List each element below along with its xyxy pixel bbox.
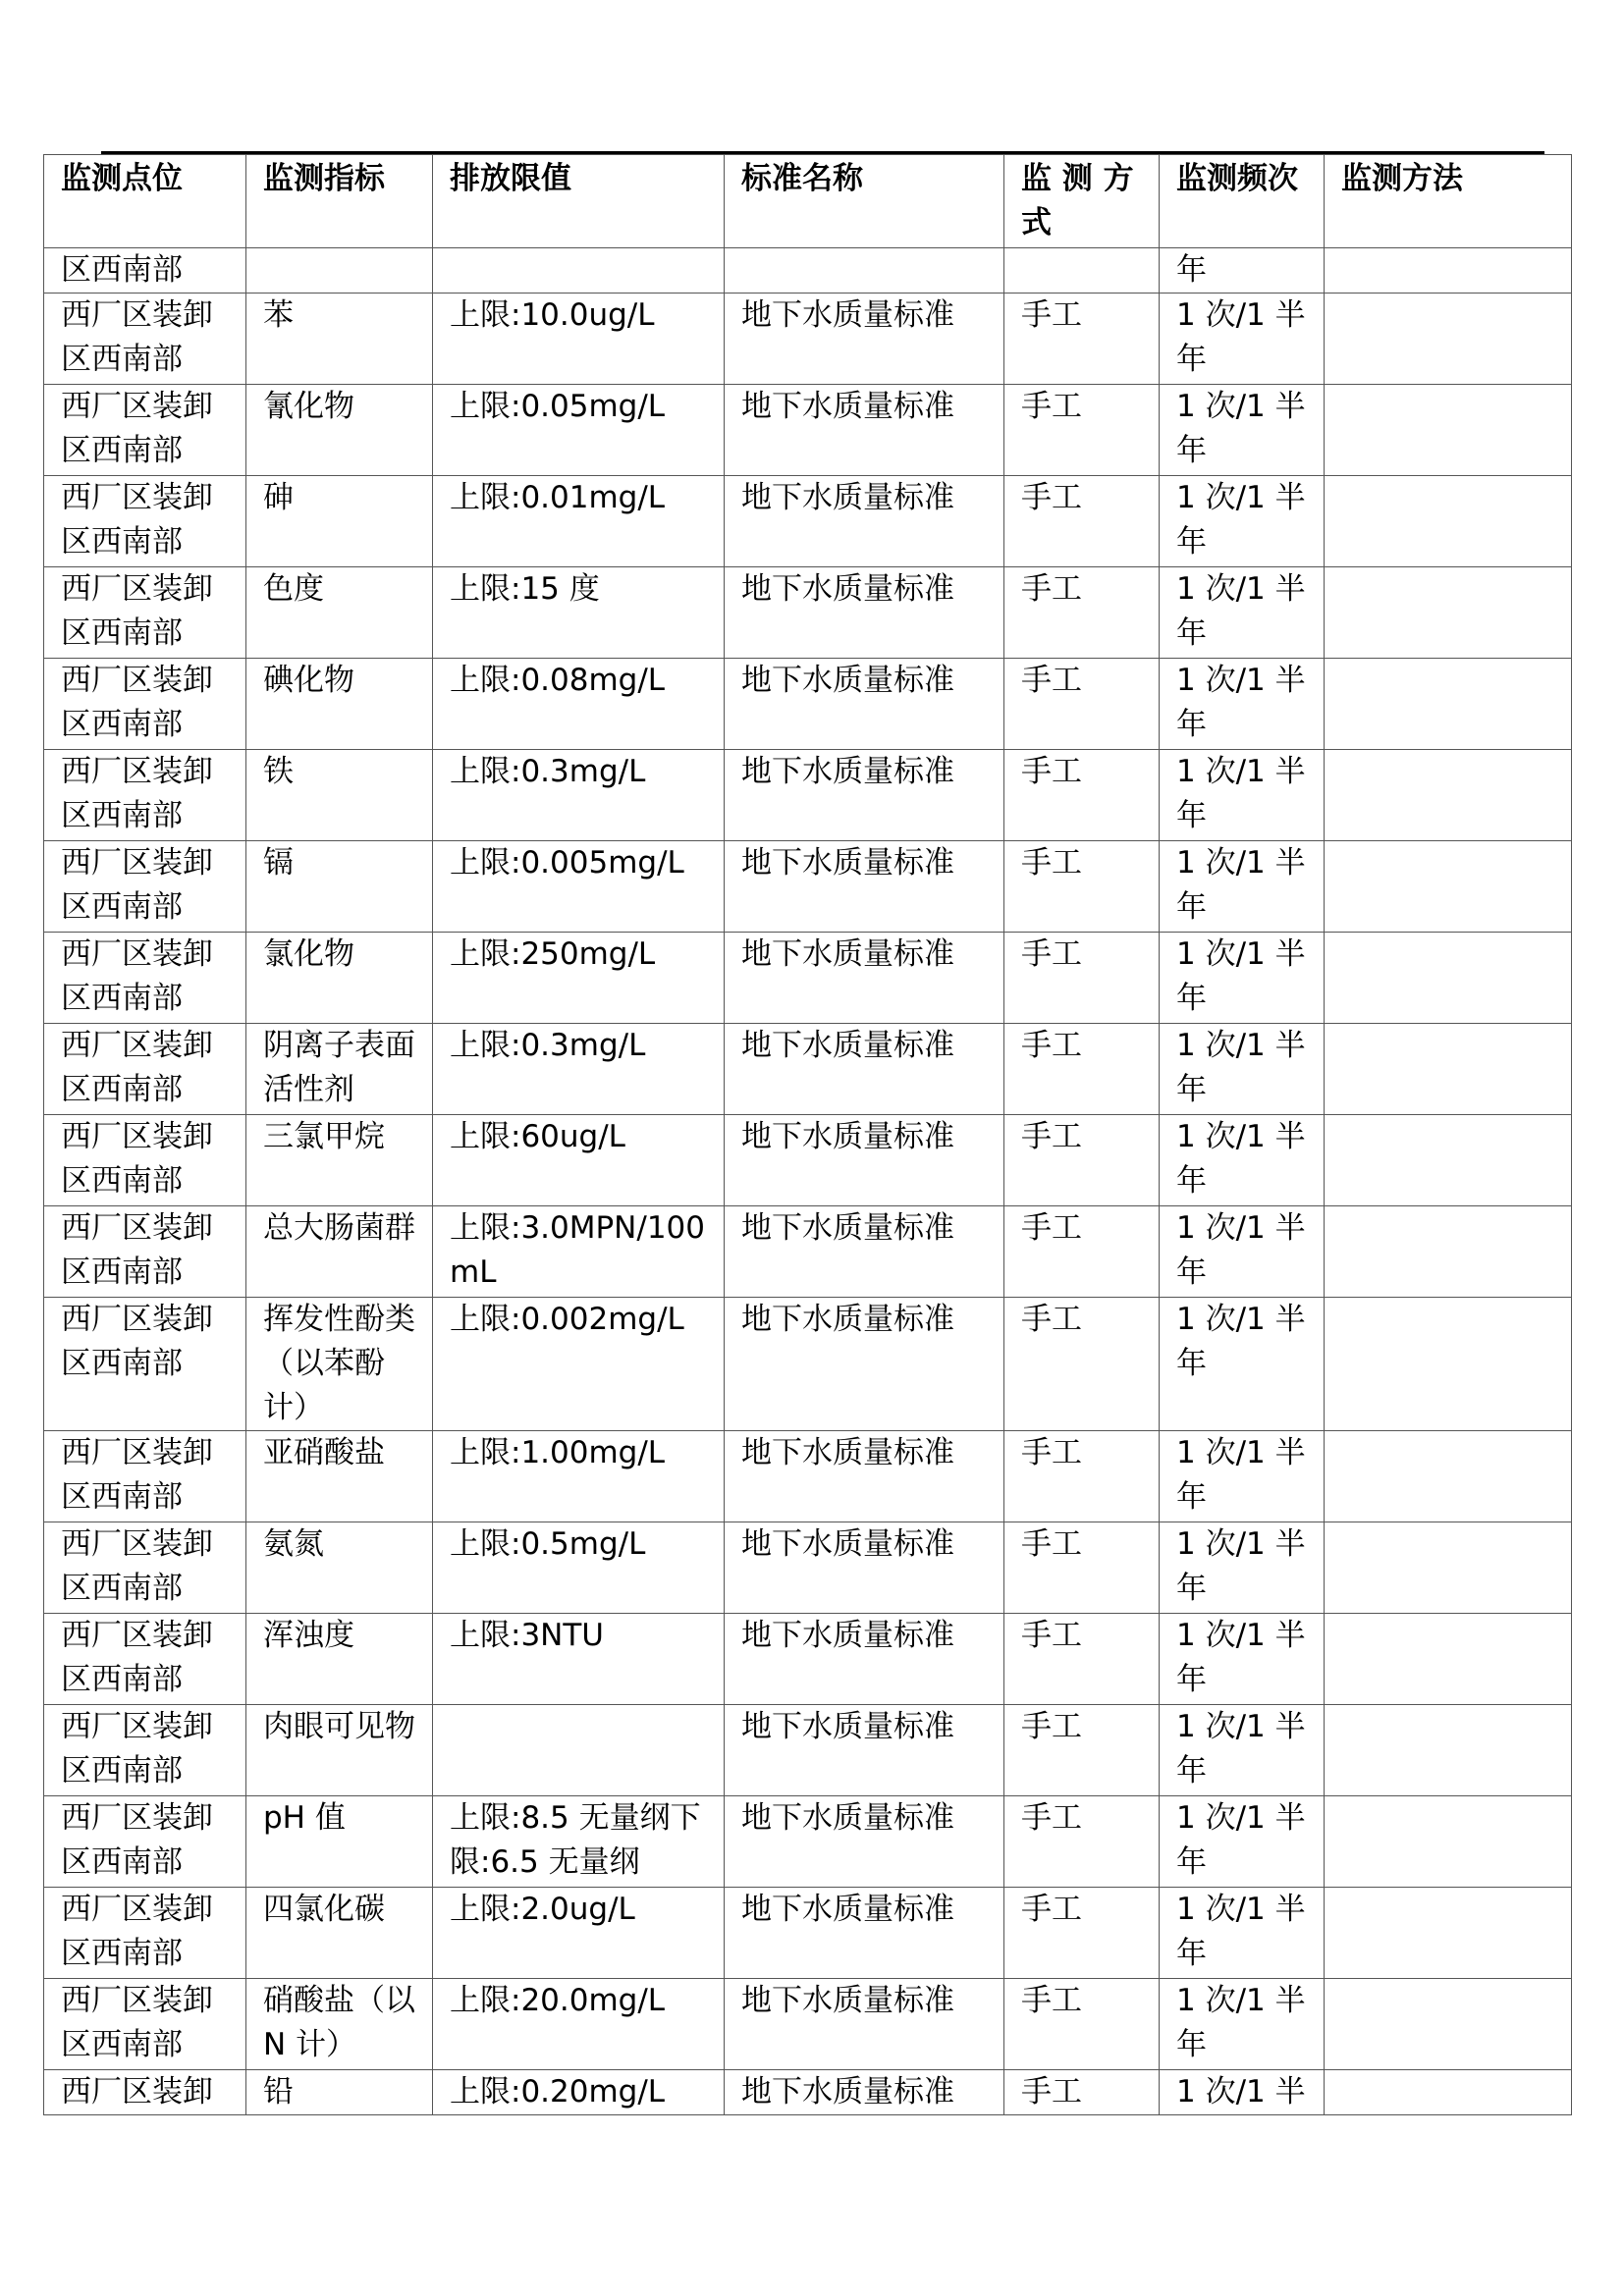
cell-analysis-method — [1325, 659, 1572, 750]
cell-indicator: 氨氮 — [246, 1522, 433, 1614]
cell-point: 西厂区装卸区西南部 — [44, 1024, 246, 1115]
cell-analysis-method — [1325, 1522, 1572, 1614]
cell-method-type: 手工 — [1004, 841, 1160, 933]
cell-frequency: 1 次/1 半年 — [1160, 933, 1325, 1024]
cell-limit: 上限:250mg/L — [433, 933, 725, 1024]
cell-frequency: 1 次/1 半年 — [1160, 294, 1325, 385]
cell-method-type: 手工 — [1004, 750, 1160, 841]
cell-frequency: 1 次/1 半年 — [1160, 1206, 1325, 1298]
cell-frequency: 1 次/1 半年 — [1160, 1431, 1325, 1522]
cell-analysis-method — [1325, 2070, 1572, 2115]
cell-indicator: 碘化物 — [246, 659, 433, 750]
cell-limit: 上限:10.0ug/L — [433, 294, 725, 385]
cell-analysis-method — [1325, 248, 1572, 294]
cell-indicator: 苯 — [246, 294, 433, 385]
cell-method-type: 手工 — [1004, 1796, 1160, 1888]
table-row — [44, 1115, 1572, 1206]
cell-point: 西厂区装卸区西南部 — [44, 1431, 246, 1522]
cell-standard: 地下水质量标准 — [725, 750, 1004, 841]
table-row — [44, 476, 1572, 567]
cell-limit — [433, 1705, 725, 1796]
cell-limit: 上限:15 度 — [433, 567, 725, 659]
header-method-type: 监 测 方 式 — [1004, 155, 1160, 248]
cell-standard: 地下水质量标准 — [725, 1888, 1004, 1979]
cell-standard: 地下水质量标准 — [725, 1614, 1004, 1705]
cell-frequency: 1 次/1 半年 — [1160, 750, 1325, 841]
cell-limit: 上限:0.005mg/L — [433, 841, 725, 933]
cell-frequency: 1 次/1 半年 — [1160, 1522, 1325, 1614]
cell-method-type: 手工 — [1004, 1024, 1160, 1115]
table-row — [44, 1431, 1572, 1522]
table-row — [44, 1705, 1572, 1796]
cell-analysis-method — [1325, 1115, 1572, 1206]
cell-indicator: 色度 — [246, 567, 433, 659]
cell-method-type: 手工 — [1004, 1298, 1160, 1431]
cell-analysis-method — [1325, 1796, 1572, 1888]
cell-standard: 地下水质量标准 — [725, 1115, 1004, 1206]
table-row — [44, 1614, 1572, 1705]
cell-point: 西厂区装卸区西南部 — [44, 1979, 246, 2070]
cell-point: 西厂区装卸区西南部 — [44, 1796, 246, 1888]
cell-method-type: 手工 — [1004, 659, 1160, 750]
cell-indicator: 铁 — [246, 750, 433, 841]
cell-point: 西厂区装卸区西南部 — [44, 1298, 246, 1431]
cell-frequency: 1 次/1 半年 — [1160, 1115, 1325, 1206]
cell-point: 西厂区装卸区西南部 — [44, 1705, 246, 1796]
table-row — [44, 1522, 1572, 1614]
cell-method-type: 手工 — [1004, 933, 1160, 1024]
cell-analysis-method — [1325, 933, 1572, 1024]
cell-frequency: 1 次/1 半年 — [1160, 1705, 1325, 1796]
cell-analysis-method — [1325, 841, 1572, 933]
cell-method-type: 手工 — [1004, 385, 1160, 476]
cell-standard: 地下水质量标准 — [725, 1979, 1004, 2070]
cell-point: 西厂区装卸区西南部 — [44, 1614, 246, 1705]
cell-point: 西厂区装卸区西南部 — [44, 1115, 246, 1206]
table-row — [44, 750, 1572, 841]
cell-standard: 地下水质量标准 — [725, 1431, 1004, 1522]
cell-indicator: 砷 — [246, 476, 433, 567]
cell-analysis-method — [1325, 1431, 1572, 1522]
cell-frequency: 1 次/1 半年 — [1160, 1614, 1325, 1705]
cell-analysis-method — [1325, 294, 1572, 385]
cell-standard: 地下水质量标准 — [725, 476, 1004, 567]
cell-analysis-method — [1325, 1298, 1572, 1431]
cell-indicator: 挥发性酚类（以苯酚计） — [246, 1298, 433, 1431]
cell-frequency: 1 次/1 半年 — [1160, 659, 1325, 750]
cell-limit: 上限:0.05mg/L — [433, 385, 725, 476]
cell-point: 西厂区装卸区西南部 — [44, 476, 246, 567]
cell-limit: 上限:0.20mg/L — [433, 2070, 725, 2115]
table-row — [44, 1024, 1572, 1115]
cell-analysis-method — [1325, 1206, 1572, 1298]
cell-limit: 上限:0.3mg/L — [433, 750, 725, 841]
cell-limit — [433, 248, 725, 294]
cell-standard: 地下水质量标准 — [725, 567, 1004, 659]
table-row — [44, 1888, 1572, 1979]
cell-point: 西厂区装卸区西南部 — [44, 1888, 246, 1979]
cell-method-type: 手工 — [1004, 476, 1160, 567]
cell-method-type: 手工 — [1004, 1979, 1160, 2070]
cell-frequency: 1 次/1 半年 — [1160, 567, 1325, 659]
cell-indicator: 三氯甲烷 — [246, 1115, 433, 1206]
cell-standard: 地下水质量标准 — [725, 1796, 1004, 1888]
cell-analysis-method — [1325, 567, 1572, 659]
cell-indicator: 浑浊度 — [246, 1614, 433, 1705]
header-indicator: 监测指标 — [246, 155, 433, 248]
cell-indicator: 阴离子表面活性剂 — [246, 1024, 433, 1115]
cell-standard: 地下水质量标准 — [725, 1206, 1004, 1298]
table-row — [44, 294, 1572, 385]
cell-indicator — [246, 248, 433, 294]
cell-frequency: 1 次/1 半年 — [1160, 1796, 1325, 1888]
table-row — [44, 1796, 1572, 1888]
cell-analysis-method — [1325, 385, 1572, 476]
cell-standard: 地下水质量标准 — [725, 1298, 1004, 1431]
cell-method-type: 手工 — [1004, 567, 1160, 659]
cell-frequency: 1 次/1 半年 — [1160, 841, 1325, 933]
cell-frequency: 年 — [1160, 248, 1325, 294]
cell-method-type: 手工 — [1004, 1522, 1160, 1614]
table-row — [44, 385, 1572, 476]
monitoring-table — [43, 154, 1572, 2115]
cell-frequency: 1 次/1 半年 — [1160, 476, 1325, 567]
cell-standard: 地下水质量标准 — [725, 2070, 1004, 2115]
cell-standard: 地下水质量标准 — [725, 1705, 1004, 1796]
cell-standard: 地下水质量标准 — [725, 385, 1004, 476]
cell-point: 区西南部 — [44, 248, 246, 294]
cell-point: 西厂区装卸区西南部 — [44, 933, 246, 1024]
header-monitoring-point: 监测点位 — [44, 155, 246, 248]
cell-limit: 上限:1.00mg/L — [433, 1431, 725, 1522]
cell-standard: 地下水质量标准 — [725, 933, 1004, 1024]
cell-standard — [725, 248, 1004, 294]
table-row-continued — [44, 248, 1572, 294]
cell-indicator: 镉 — [246, 841, 433, 933]
table-header-row — [44, 155, 1572, 248]
table-row — [44, 567, 1572, 659]
cell-limit: 上限:0.3mg/L — [433, 1024, 725, 1115]
cell-limit: 上限:0.002mg/L — [433, 1298, 725, 1431]
cell-standard: 地下水质量标准 — [725, 294, 1004, 385]
cell-indicator: 总大肠菌群 — [246, 1206, 433, 1298]
cell-point: 西厂区装卸区西南部 — [44, 659, 246, 750]
cell-frequency: 1 次/1 半年 — [1160, 1298, 1325, 1431]
table-row — [44, 1979, 1572, 2070]
cell-limit: 上限:20.0mg/L — [433, 1979, 725, 2070]
cell-limit: 上限:60ug/L — [433, 1115, 725, 1206]
cell-indicator: pH 值 — [246, 1796, 433, 1888]
cell-method-type: 手工 — [1004, 1206, 1160, 1298]
cell-standard: 地下水质量标准 — [725, 841, 1004, 933]
cell-standard: 地下水质量标准 — [725, 1522, 1004, 1614]
cell-method-type: 手工 — [1004, 1115, 1160, 1206]
cell-standard: 地下水质量标准 — [725, 659, 1004, 750]
cell-indicator: 亚硝酸盐 — [246, 1431, 433, 1522]
cell-method-type: 手工 — [1004, 2070, 1160, 2115]
cell-point: 西厂区装卸区西南部 — [44, 385, 246, 476]
cell-limit: 上限:8.5 无量纲下限:6.5 无量纲 — [433, 1796, 725, 1888]
cell-method-type: 手工 — [1004, 1614, 1160, 1705]
header-standard: 标准名称 — [725, 155, 1004, 248]
table-row — [44, 1206, 1572, 1298]
cell-point: 西厂区装卸区西南部 — [44, 1522, 246, 1614]
header-analysis-method: 监测方法 — [1325, 155, 1572, 248]
cell-indicator: 硝酸盐（以 N 计） — [246, 1979, 433, 2070]
cell-analysis-method — [1325, 1705, 1572, 1796]
cell-analysis-method — [1325, 1614, 1572, 1705]
table-row — [44, 659, 1572, 750]
cell-point: 西厂区装卸区西南部 — [44, 841, 246, 933]
cell-point: 西厂区装卸区西南部 — [44, 567, 246, 659]
cell-method-type: 手工 — [1004, 1888, 1160, 1979]
cell-limit: 上限:2.0ug/L — [433, 1888, 725, 1979]
cell-indicator: 肉眼可见物 — [246, 1705, 433, 1796]
cell-indicator: 铅 — [246, 2070, 433, 2115]
header-frequency: 监测频次 — [1160, 155, 1325, 248]
cell-point: 西厂区装卸区西南部 — [44, 750, 246, 841]
table-row-cut — [44, 2070, 1572, 2115]
cell-limit: 上限:3NTU — [433, 1614, 725, 1705]
cell-analysis-method — [1325, 1979, 1572, 2070]
cell-frequency: 1 次/1 半年 — [1160, 1888, 1325, 1979]
cell-limit: 上限:0.5mg/L — [433, 1522, 725, 1614]
cell-analysis-method — [1325, 1888, 1572, 1979]
cell-indicator: 四氯化碳 — [246, 1888, 433, 1979]
cell-analysis-method — [1325, 750, 1572, 841]
cell-limit: 上限:0.01mg/L — [433, 476, 725, 567]
table-row — [44, 1298, 1572, 1431]
cell-analysis-method — [1325, 476, 1572, 567]
table-row — [44, 841, 1572, 933]
cell-frequency: 1 次/1 半 — [1160, 2070, 1325, 2115]
cell-analysis-method — [1325, 1024, 1572, 1115]
cell-limit: 上限:3.0MPN/100mL — [433, 1206, 725, 1298]
cell-frequency: 1 次/1 半年 — [1160, 385, 1325, 476]
cell-indicator: 氰化物 — [246, 385, 433, 476]
cell-method-type: 手工 — [1004, 1431, 1160, 1522]
cell-method-type: 手工 — [1004, 294, 1160, 385]
header-limit: 排放限值 — [433, 155, 725, 248]
cell-point: 西厂区装卸 — [44, 2070, 246, 2115]
cell-frequency: 1 次/1 半年 — [1160, 1024, 1325, 1115]
cell-method-type: 手工 — [1004, 1705, 1160, 1796]
cell-point: 西厂区装卸区西南部 — [44, 294, 246, 385]
cell-standard: 地下水质量标准 — [725, 1024, 1004, 1115]
cell-indicator: 氯化物 — [246, 933, 433, 1024]
table-row — [44, 933, 1572, 1024]
cell-limit: 上限:0.08mg/L — [433, 659, 725, 750]
cell-frequency: 1 次/1 半年 — [1160, 1979, 1325, 2070]
cell-point: 西厂区装卸区西南部 — [44, 1206, 246, 1298]
cell-method-type — [1004, 248, 1160, 294]
